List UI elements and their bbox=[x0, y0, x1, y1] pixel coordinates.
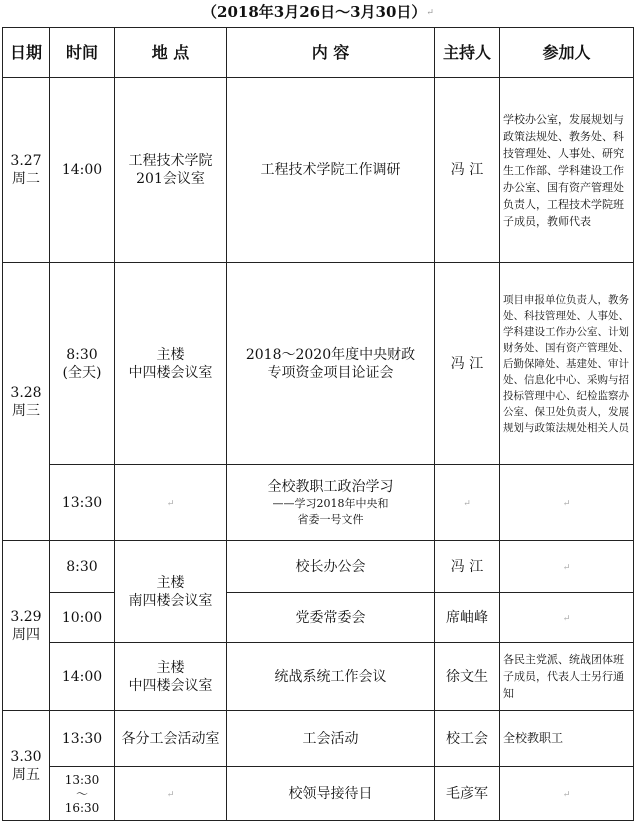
table-row bbox=[3, 465, 634, 541]
schedule-table bbox=[2, 27, 634, 821]
participants-cell: 项目申报单位负责人，教务处、科技管理处、人事处、学科建设工作办公室、计划财务处、国有资产管理处、后勤保障处、基建处、审计处、信息化中心、采购与招投标管理中心、纪检监察办公室、保卫处负责人，发展规划与政策法规处相关人员 bbox=[500, 263, 634, 465]
content-cell: 校长办公会 bbox=[227, 541, 435, 593]
host-cell: 冯 江 bbox=[435, 78, 500, 263]
place-cell: 主楼 南四楼会议室 bbox=[115, 541, 227, 643]
date-cell: 3.29 周四 bbox=[3, 541, 50, 711]
table-row bbox=[3, 711, 634, 767]
participants-cell bbox=[500, 465, 634, 541]
participants-cell bbox=[500, 541, 634, 593]
host-cell bbox=[435, 465, 500, 541]
content-cell: 全校教职工政治学习 ——学习2018年中央和 省委一号文件 bbox=[227, 465, 435, 541]
participants-cell: 各民主党派、统战团体班子成员，代表人士另行通知 bbox=[500, 643, 634, 711]
table-row bbox=[3, 593, 634, 643]
table-row bbox=[3, 767, 634, 821]
content-cell: 工会活动 bbox=[227, 711, 435, 767]
content-cell: 工程技术学院工作调研 bbox=[227, 78, 435, 263]
paragraph-mark-icon: ↵ bbox=[562, 498, 571, 509]
time-cell: 13:30 ～ 16:30 bbox=[50, 767, 115, 821]
header-date: 日期 bbox=[3, 28, 50, 78]
place-cell bbox=[115, 465, 227, 541]
table-row bbox=[3, 263, 634, 465]
date-cell: 3.30 周五 bbox=[3, 711, 50, 821]
table-row bbox=[3, 78, 634, 263]
content-cell: 2018～2020年度中央财政 专项资金项目论证会 bbox=[227, 263, 435, 465]
paragraph-mark-icon: ↵ bbox=[562, 789, 571, 800]
participants-cell: 全校教职工 bbox=[500, 711, 634, 767]
place-cell: 各分工会活动室 bbox=[115, 711, 227, 767]
time-cell: 14:00 bbox=[50, 78, 115, 263]
host-cell: 毛彦军 bbox=[435, 767, 500, 821]
header-row bbox=[3, 28, 634, 78]
host-cell: 席岫峰 bbox=[435, 593, 500, 643]
time-cell: 13:30 bbox=[50, 711, 115, 767]
paragraph-mark-icon: ↵ bbox=[463, 498, 471, 509]
content-cell: 校领导接待日 bbox=[227, 767, 435, 821]
paragraph-mark-icon: ↵ bbox=[426, 8, 434, 18]
place-cell bbox=[115, 767, 227, 821]
header-time: 时间 bbox=[50, 28, 115, 78]
paragraph-mark-icon: ↵ bbox=[562, 613, 571, 624]
time-cell: 8:30 bbox=[50, 541, 115, 593]
place-cell: 主楼 中四楼会议室 bbox=[115, 643, 227, 711]
header-host: 主持人 bbox=[435, 28, 500, 78]
paragraph-mark-icon: ↵ bbox=[562, 562, 571, 573]
content-cell: 统战系统工作会议 bbox=[227, 643, 435, 711]
host-cell: 冯 江 bbox=[435, 263, 500, 465]
paragraph-mark-icon: ↵ bbox=[166, 498, 175, 509]
participants-cell: 学校办公室，发展规划与政策法规处、教务处、科技管理处、人事处、研究生工作部、学科建设工作办公室、国有资产管理处负责人，工程技术学院班子成员，教师代表 bbox=[500, 78, 634, 263]
header-place: 地 点 bbox=[115, 28, 227, 78]
participants-cell bbox=[500, 593, 634, 643]
host-cell: 校工会 bbox=[435, 711, 500, 767]
time-cell: 10:00 bbox=[50, 593, 115, 643]
participants-cell bbox=[500, 767, 634, 821]
host-cell: 冯 江 bbox=[435, 541, 500, 593]
header-content: 内 容 bbox=[227, 28, 435, 78]
place-cell: 工程技术学院 201会议室 bbox=[115, 78, 227, 263]
table-row bbox=[3, 541, 634, 593]
date-cell: 3.28 周三 bbox=[3, 263, 50, 541]
time-cell: 8:30 (全天) bbox=[50, 263, 115, 465]
header-participants: 参加人 bbox=[500, 28, 634, 78]
content-cell: 党委常委会 bbox=[227, 593, 435, 643]
time-cell: 13:30 bbox=[50, 465, 115, 541]
table-row bbox=[3, 643, 634, 711]
time-cell: 14:00 bbox=[50, 643, 115, 711]
schedule-subtitle: （2018年3月26日～3月30日）↵ bbox=[202, 3, 434, 21]
place-cell: 主楼 中四楼会议室 bbox=[115, 263, 227, 465]
paragraph-mark-icon: ↵ bbox=[166, 789, 175, 800]
date-cell: 3.27 周二 bbox=[3, 78, 50, 263]
host-cell: 徐文生 bbox=[435, 643, 500, 711]
